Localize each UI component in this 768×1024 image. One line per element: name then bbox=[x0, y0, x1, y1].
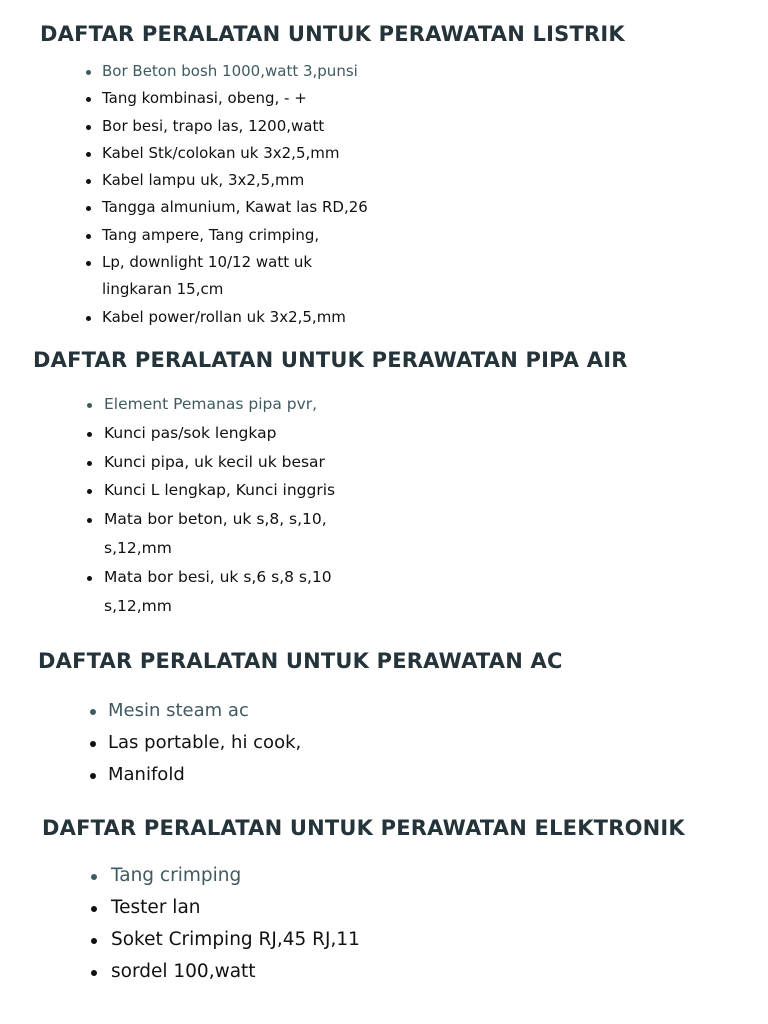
bullet-icon bbox=[91, 970, 97, 976]
bullet-icon bbox=[86, 261, 91, 266]
bullet-icon bbox=[86, 234, 91, 239]
bullet-icon bbox=[87, 576, 92, 581]
list-item bbox=[87, 563, 768, 621]
list-item bbox=[86, 140, 768, 167]
list-item-text: Element Pemanas pipa pvr, bbox=[104, 395, 318, 413]
bullet-icon bbox=[86, 206, 91, 211]
bullet-icon bbox=[91, 906, 97, 912]
section-listrik bbox=[0, 18, 768, 331]
list-item bbox=[86, 85, 768, 112]
equipment-list bbox=[87, 390, 768, 620]
list-item-text: Kunci pas/sok lengkap bbox=[104, 423, 277, 442]
equipment-list bbox=[86, 58, 768, 331]
list-item bbox=[91, 892, 768, 924]
list-item-text: s,12,mm bbox=[104, 596, 172, 615]
bullet-icon bbox=[86, 316, 91, 321]
section-heading: DAFTAR PERALATAN UNTUK PERAWATAN ELEKTRONIK bbox=[42, 816, 685, 840]
list-item-text: Tang crimping bbox=[111, 865, 242, 886]
list-item bbox=[91, 924, 768, 956]
list-item-text: Kabel Stk/colokan uk 3x2,5,mm bbox=[102, 143, 340, 162]
bullet-icon bbox=[90, 741, 96, 747]
list-item-text: Kunci pipa, uk kecil uk besar bbox=[104, 452, 325, 471]
list-item-text: Manifold bbox=[108, 764, 185, 785]
section-ac bbox=[0, 645, 768, 791]
list-item-text: Tang ampere, Tang crimping, bbox=[102, 225, 320, 244]
bullet-icon bbox=[86, 179, 91, 184]
bullet-icon bbox=[91, 874, 97, 880]
list-item-text: Kabel power/rollan uk 3x2,5,mm bbox=[102, 307, 346, 326]
list-item bbox=[86, 58, 768, 85]
list-item-text: Mata bor besi, uk s,6 s,8 s,10 bbox=[104, 567, 332, 586]
list-item bbox=[86, 194, 768, 221]
equipment-list bbox=[91, 860, 768, 988]
bullet-icon bbox=[90, 773, 96, 779]
bullet-icon bbox=[90, 709, 96, 715]
list-item-text: Lp, downlight 10/12 watt uk bbox=[102, 253, 313, 272]
list-item-text: Tester lan bbox=[111, 897, 201, 918]
list-item-text: Bor besi, trapo las, 1200,watt bbox=[102, 116, 325, 135]
list-item-text: Mesin steam ac bbox=[108, 700, 249, 721]
section-heading: DAFTAR PERALATAN UNTUK PERAWATAN AC bbox=[38, 649, 563, 673]
bullet-icon bbox=[87, 489, 92, 494]
bullet-icon bbox=[91, 938, 97, 944]
section-pipa-air bbox=[0, 344, 768, 620]
list-item-text: sordel 100,watt bbox=[111, 961, 256, 982]
list-item-text: lingkaran 15,cm bbox=[102, 280, 224, 299]
bullet-icon bbox=[86, 70, 91, 75]
list-item-text: s,12,mm bbox=[104, 538, 172, 557]
section-heading: DAFTAR PERALATAN UNTUK PERAWATAN PIPA AIR bbox=[33, 348, 628, 372]
list-item bbox=[90, 695, 768, 727]
section-heading: DAFTAR PERALATAN UNTUK PERAWATAN LISTRIK bbox=[40, 22, 625, 46]
list-item bbox=[87, 419, 768, 448]
list-item bbox=[86, 113, 768, 140]
list-item bbox=[87, 448, 768, 477]
bullet-icon bbox=[86, 97, 91, 102]
section-elektronik bbox=[0, 812, 768, 988]
list-item bbox=[86, 222, 768, 249]
list-item bbox=[86, 304, 768, 331]
list-item bbox=[90, 727, 768, 759]
list-item bbox=[86, 249, 768, 304]
list-item bbox=[87, 390, 768, 419]
list-item bbox=[91, 860, 768, 892]
list-item bbox=[87, 476, 768, 505]
list-item-text: Kabel lampu uk, 3x2,5,mm bbox=[102, 171, 305, 190]
bullet-icon bbox=[87, 432, 92, 437]
list-item-text: Tang kombinasi, obeng, - + bbox=[102, 89, 307, 108]
list-item bbox=[91, 956, 768, 988]
list-item bbox=[90, 759, 768, 791]
list-item bbox=[87, 505, 768, 563]
bullet-icon bbox=[87, 518, 92, 523]
bullet-icon bbox=[86, 152, 91, 157]
list-item-text: Mata bor beton, uk s,8, s,10, bbox=[104, 510, 327, 529]
list-item bbox=[86, 167, 768, 194]
list-item-text: Kunci L lengkap, Kunci inggris bbox=[104, 481, 336, 500]
bullet-icon bbox=[86, 125, 91, 130]
bullet-icon bbox=[87, 403, 92, 408]
list-item-text: Tangga almunium, Kawat las RD,26 bbox=[102, 198, 368, 217]
list-item-text: Bor Beton bosh 1000,watt 3,punsi bbox=[102, 62, 358, 80]
list-item-text: Las portable, hi cook, bbox=[108, 732, 302, 753]
equipment-list bbox=[90, 695, 768, 791]
bullet-icon bbox=[87, 461, 92, 466]
list-item-text: Soket Crimping RJ,45 RJ,11 bbox=[111, 929, 360, 950]
